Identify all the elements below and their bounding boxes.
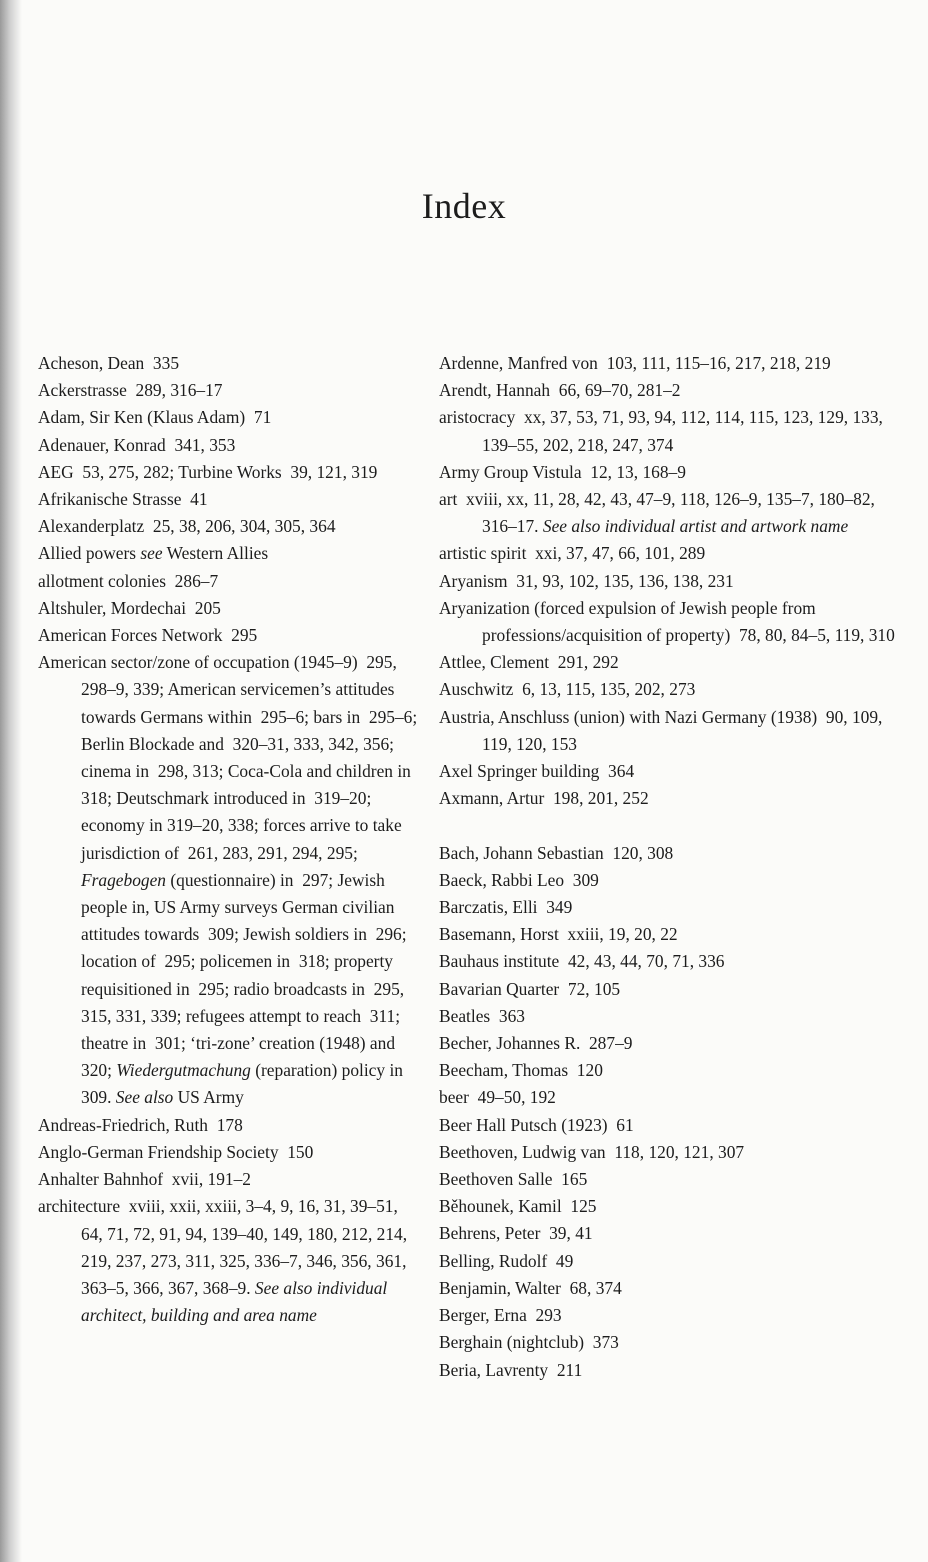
index-entry-adam: Adam, Sir Ken (Klaus Adam) 71 xyxy=(38,407,272,428)
index-entry-berghain: Berghain (nightclub) 373 xyxy=(439,1332,619,1353)
index-entry-axel-springer: Axel Springer building 364 xyxy=(439,761,635,782)
index-entry-behrens: Behrens, Peter 39, 41 xyxy=(439,1223,593,1244)
index-entry-behounek: Běhounek, Kamil 125 xyxy=(439,1196,597,1217)
index-column-left xyxy=(38,350,420,1329)
cross-reference: See also xyxy=(115,1087,174,1108)
index-entry-altshuler: Altshuler, Mordechai 205 xyxy=(38,597,221,618)
index-entry-allied-powers: Allied powers see Western Allies xyxy=(38,543,269,564)
index-entry-artistic-spirit: artistic spirit xxi, 37, 47, 66, 101, 289 xyxy=(439,543,706,564)
index-entry-aeg: AEG 53, 275, 282; Turbine Works 39, 121, 319 xyxy=(38,461,378,482)
index-entry-arendt: Arendt, Hannah 66, 69–70, 281–2 xyxy=(439,380,681,401)
index-entry-afrikanische: Afrikanische Strasse 41 xyxy=(38,489,208,510)
index-entry-army-group-vistula: Army Group Vistula 12, 13, 168–9 xyxy=(439,461,686,482)
index-entry-anhalter: Anhalter Bahnhof xvii, 191–2 xyxy=(38,1169,252,1190)
index-entry-anglo-german: Anglo-German Friendship Society 150 xyxy=(38,1141,314,1162)
index-entry-american-sector: American sector/zone of occupation (1945–9) 295, 298–9, 339; American servicemen’s attitudes towards Germans within 295–6; bars in 295–6; Berlin Blockade and 320–31, 333, 342, 356; cinema in 298, 313; Coca-Cola and children in 318; Deutschmark introduced in 319–20; economy in 319–20, 338; forces arrive to take jurisdiction of 261, 283, 291, 294, 295; Fragebogen (questionnaire) in 297; Jewish people in, US Army surveys German civilian attitudes towards 309; Jewish soldiers in 296; location of 295; policemen in 318; property requisitioned in 295; radio broadcasts in 295, 315, 331, 339; refugees attempt to reach 311; theatre in 301; ‘tri-zone’ creation (1948) and 320; Wiedergutmachung (reparation) policy in 309. See also US Army xyxy=(38,652,422,1108)
index-entry-beer: beer 49–50, 192 xyxy=(439,1087,556,1108)
index-entry-ackerstrasse: Ackerstrasse 289, 316–17 xyxy=(38,380,223,401)
index-entry-austria: Austria, Anschluss (union) with Nazi Germany (1938) 90, 109, 119, 120, 153 xyxy=(439,706,887,754)
index-entry-beethoven-salle: Beethoven Salle 165 xyxy=(439,1169,588,1190)
index-entry-baeck: Baeck, Rabbi Leo 309 xyxy=(439,869,599,890)
index-entry-beria: Beria, Lavrenty 211 xyxy=(439,1359,583,1380)
cross-reference: See also individual artist and artwork name xyxy=(542,516,849,537)
index-entry-becher: Becher, Johannes R. 287–9 xyxy=(439,1033,633,1054)
index-entry-bavarian-quarter: Bavarian Quarter 72, 105 xyxy=(439,978,621,999)
index-entry-adenauer: Adenauer, Konrad 341, 353 xyxy=(38,434,236,455)
page-title: Index xyxy=(421,186,507,226)
index-entry-alexanderplatz: Alexanderplatz 25, 38, 206, 304, 305, 364 xyxy=(38,516,336,537)
index-entry-benjamin: Benjamin, Walter 68, 374 xyxy=(439,1277,622,1298)
index-entry-beecham: Beecham, Thomas 120 xyxy=(439,1060,603,1081)
index-entry-bach: Bach, Johann Sebastian 120, 308 xyxy=(439,842,674,863)
index-column-right xyxy=(439,350,909,1384)
index-entry-beer-hall-putsch: Beer Hall Putsch (1923) 61 xyxy=(439,1114,634,1135)
index-entry-aristocracy: aristocracy xx, 37, 53, 71, 93, 94, 112, 114, 115, 123, 129, 133, 139–55, 202, 218, 247, 374 xyxy=(439,407,888,455)
index-entry-aryanization: Aryanization (forced expulsion of Jewish people from professions/acquisition of property) 78, 80, 84–5, 119, 310 xyxy=(439,597,895,646)
cross-reference: see xyxy=(140,543,163,564)
index-entry-andreas-friedrich: Andreas-Friedrich, Ruth 178 xyxy=(38,1114,243,1135)
index-entry-afn: American Forces Network 295 xyxy=(38,625,258,646)
index-entry-berger: Berger, Erna 293 xyxy=(439,1305,562,1326)
index-entry-architecture: architecture xviii, xxii, xxiii, 3–4, 9, 16, 31, 39–51, 64, 71, 72, 91, 94, 139–40, 149, 180, 212, 214, 219, 237, 273, 311, 325, 336–7, 346, 356, 361, 363–5, 366, 367, 368–9. See also individual architect, building and area name xyxy=(38,1196,412,1326)
index-entry-allotment: allotment colonies 286–7 xyxy=(38,570,219,591)
index-entry-axmann: Axmann, Artur 198, 201, 252 xyxy=(439,788,649,809)
index-entry-beatles: Beatles 363 xyxy=(439,1005,525,1026)
index-entry-beethoven: Beethoven, Ludwig van 118, 120, 121, 307 xyxy=(439,1141,745,1162)
index-entry-aryanism: Aryanism 31, 93, 102, 135, 136, 138, 231 xyxy=(439,570,734,591)
index-entry-belling: Belling, Rudolf 49 xyxy=(439,1250,574,1271)
index-entry-barczatis: Barczatis, Elli 349 xyxy=(439,897,573,918)
index-entry-bauhaus: Bauhaus institute 42, 43, 44, 70, 71, 336 xyxy=(439,951,725,972)
index-entry-basemann: Basemann, Horst xxiii, 19, 20, 22 xyxy=(439,924,678,945)
index-entry-art: art xviii, xx, 11, 28, 42, 43, 47–9, 118, 126–9, 135–7, 180–82, 316–17. See also individual artist and artwork name xyxy=(439,489,880,537)
page-binding-shadow xyxy=(0,0,22,1562)
index-entry-ardenne: Ardenne, Manfred von 103, 111, 115–16, 217, 218, 219 xyxy=(439,353,831,373)
index-entry-auschwitz: Auschwitz 6, 13, 115, 135, 202, 273 xyxy=(439,679,696,700)
index-entry-attlee: Attlee, Clement 291, 292 xyxy=(439,652,619,673)
index-entry-acheson: Acheson, Dean 335 xyxy=(38,353,180,373)
cross-reference: See also individual architect, building and area name xyxy=(81,1277,388,1326)
